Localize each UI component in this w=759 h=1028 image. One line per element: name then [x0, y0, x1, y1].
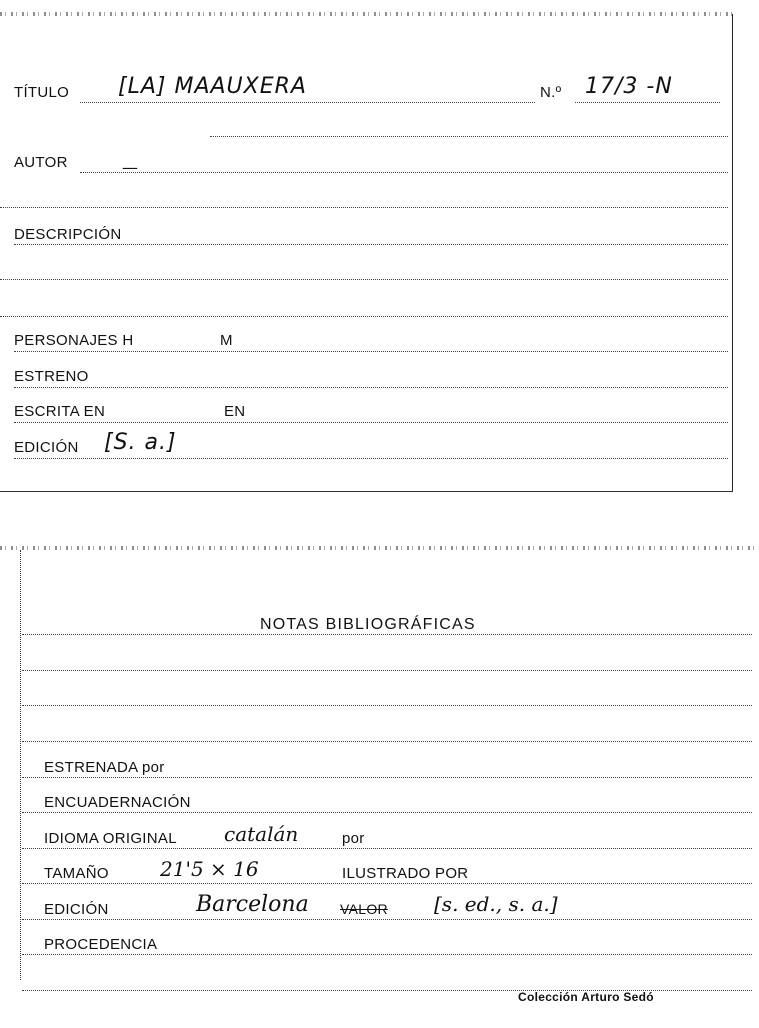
edicion-line-top: [14, 458, 728, 459]
escrita-en-label: EN: [224, 403, 246, 420]
card-top-right-edge: [732, 14, 733, 492]
estreno-label: ESTRENO: [14, 368, 89, 385]
notas-line-3: [22, 705, 752, 706]
notas-line-2: [22, 670, 752, 671]
numero-line: [575, 102, 720, 103]
card-top-edge: [0, 12, 735, 16]
escrita-label: ESCRITA EN: [14, 403, 106, 420]
personajes-line: [14, 351, 728, 352]
notas-heading: NOTAS BIBLIOGRÁFICAS: [260, 616, 476, 633]
titulo-value: [LA] MAAUXERA: [118, 74, 307, 99]
estreno-line: [14, 387, 728, 388]
tamano-label: TAMAÑO: [44, 865, 109, 882]
descripcion-label: DESCRIPCIÓN: [14, 226, 122, 243]
ilustrado-label: ILUSTRADO POR: [342, 865, 469, 882]
descripcion-line-2: [0, 279, 728, 280]
card-bottom-edge: [0, 546, 759, 550]
idioma-value: catalán: [224, 822, 299, 846]
edicion-place-value: Barcelona: [196, 892, 309, 917]
personajes-label: PERSONAJES H: [14, 332, 134, 349]
idioma-label: IDIOMA ORIGINAL: [44, 830, 177, 847]
autor-line-2: [0, 207, 728, 208]
edicion-label-top: EDICIÓN: [14, 439, 79, 456]
escrita-line: [14, 422, 728, 423]
autor-line: [80, 172, 728, 173]
idioma-por-label: por: [342, 830, 365, 847]
procedencia-label: PROCEDENCIA: [44, 936, 158, 953]
edicion-struck-label: VALOR: [340, 901, 388, 917]
encuadernacion-line: [22, 812, 752, 813]
autor-label: AUTOR: [14, 154, 68, 171]
estrenada-label: ESTRENADA por: [44, 759, 165, 776]
estrenada-line: [22, 777, 752, 778]
notas-line-4: [22, 741, 752, 742]
card-top-bottom-edge: [0, 491, 733, 492]
coleccion-footer: Colección Arturo Sedó: [518, 990, 654, 1004]
edicion-value-top: [S. a.]: [104, 430, 177, 455]
numero-label: N.º: [540, 84, 562, 101]
tamano-value: 21'5 × 16: [160, 857, 259, 881]
descripcion-line-1: [14, 244, 728, 245]
notas-line-1: [22, 634, 752, 635]
edicion-label-bottom: EDICIÓN: [44, 901, 109, 918]
procedencia-line: [22, 954, 752, 955]
titulo-line-2: [210, 136, 728, 137]
descripcion-line-3: [0, 316, 728, 317]
card-bottom-left-edge: [20, 550, 21, 980]
personajes-m-label: M: [220, 332, 233, 349]
encuadernacion-label: ENCUADERNACIÓN: [44, 794, 191, 811]
titulo-label: TÍTULO: [14, 84, 70, 101]
autor-value: —: [122, 158, 139, 177]
tamano-line: [22, 883, 752, 884]
idioma-line: [22, 848, 752, 849]
numero-value: 17/3 -N: [585, 74, 673, 99]
titulo-line: [80, 102, 535, 103]
edicion-rest-value: [s. ed., s. a.]: [434, 892, 558, 916]
edicion-line-bottom: [22, 919, 752, 920]
